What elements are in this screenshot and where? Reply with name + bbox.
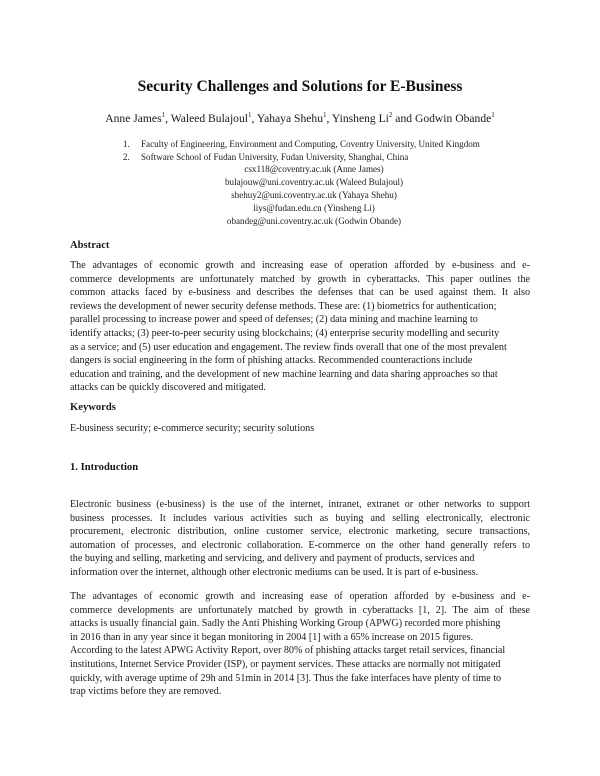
text-line: in 2016 than in any year since it began monitoring in 2004 [1] with a 65% increase on 2015 figures. — [70, 631, 474, 643]
author-email: shehuy2@uni.coventry.ac.uk (Yahaya Shehu) — [231, 189, 397, 200]
affiliation-item: 2. Software School of Fudan University, Fudan University, Shanghai, China — [123, 152, 409, 162]
text-line: attacks can be quickly discovered and mitigated. — [70, 382, 266, 394]
text-line: automation of processes, and electronic collaboration. E-commerce on the other hand generally refers to — [70, 539, 530, 551]
author: Anne James$^1$ — [105, 111, 166, 125]
text-line: Electronic business (e-business) is the use of the internet, intranet, extranet or other networks to support — [70, 499, 530, 510]
author-email: obandeg@uni.coventry.ac.uk (Godwin Obande) — [226, 215, 402, 226]
text-line: parallel processing to increase power and speed of defenses; (2) data mining and machine learning to — [70, 314, 478, 326]
text-line: According to the latest APWG Activity Report, over 80% of phishing attacks target retail services, financial — [70, 645, 506, 657]
text-line: business processes. It includes various activities such as buying and selling electronically, electronic — [70, 512, 530, 524]
text-line: The advantages of economic growth and increasing ease of operation afforded by e-business and e- — [70, 591, 530, 602]
text-line: common attacks faced by e-business and describes the defenses that can be used against them. It also — [70, 287, 530, 299]
text-line: institutions, Internet Service Provider (ISP), or payment services. These attacks are normally not mitigated — [70, 658, 501, 670]
author-email: csx118@coventry.ac.uk (Anne James) — [244, 164, 384, 174]
author: Yinsheng Li$^2$ — [331, 111, 393, 125]
text-line: education and training, and the development of new machine learning and data sharing approaches so that — [70, 368, 498, 380]
intro-paragraph — [70, 590, 530, 699]
author: Godwin Obande$^1$ — [414, 111, 495, 125]
text-line: procurement, electronic distribution, online customer service, electronic marketing, secure transactions, — [70, 526, 530, 538]
paper-title: Security Challenges and Solutions for E-Business — [137, 78, 463, 95]
affiliation-item: 1. Faculty of Engineering, Environment and Computing, Coventry University, United Kingdom — [123, 139, 480, 149]
keywords-heading: Keywords — [70, 402, 116, 413]
text-line: identify attacks; (3) peer-to-peer security using blockchains; (4) enterprise security modelling and security — [70, 327, 500, 339]
author-list: Anne James$^1$, Waleed Bulajoul$^1$, Yahaya Shehu$^1$, Yinsheng Li$^2$ and Godwin Obande$^1$ — [105, 111, 495, 125]
affiliation-list — [123, 138, 480, 164]
text-line: attacks is usually financial gain. Sadly the Anti Phishing Working Group (APWG) recorded more phishing — [70, 618, 501, 630]
text-line: The advantages of economic growth and increasing ease of operation afforded by e-business and e- — [70, 260, 530, 271]
text-line: commerce developments are unfortunately matched by growth in cyberattacks. This paper outlines the — [70, 273, 530, 285]
abstract-heading: Abstract — [70, 240, 110, 251]
text-line: the buying and selling, marketing and servicing, and delivery and payment of products, services and — [70, 553, 475, 565]
text-line: quickly, with average uptime of 29h and 51min in 2014 [3]. Thus the fake interfaces have plenty of time to — [70, 672, 502, 684]
text-line: commerce developments are unfortunately matched by growth in cyberattacks [1, 2]. The aim of these — [70, 604, 530, 616]
section-heading-introduction: 1. Introduction — [70, 462, 139, 473]
keywords-text: E-business security; e-commerce security; security solutions — [70, 423, 315, 434]
author-email: liys@fudan.edu.cn (Yinsheng Li) — [253, 202, 375, 213]
text-line: dangers is social engineering in the form of phishing attacks. Recommended counteractions include — [70, 355, 473, 367]
author-email: bulajouw@uni.coventry.ac.uk (Waleed Bulajoul) — [224, 176, 403, 187]
author: Waleed Bulajoul$^1$ — [170, 111, 252, 125]
text-line: information over the internet, although other electronic mediums can be used. It is part of e-business. — [70, 566, 479, 578]
intro-paragraph — [70, 498, 530, 580]
email-list — [0, 163, 600, 228]
text-line: trap victims before they are removed. — [70, 686, 222, 698]
abstract-body — [70, 259, 530, 395]
text-line: reviews the development of newer security defense methods. These are: (1) biometrics for authentication; — [70, 300, 497, 312]
text-line: as a service; and (5) user education and engagement. The review finds overall that one of the most prevalent — [70, 341, 507, 353]
author: Yahaya Shehu$^1$ — [256, 111, 327, 125]
